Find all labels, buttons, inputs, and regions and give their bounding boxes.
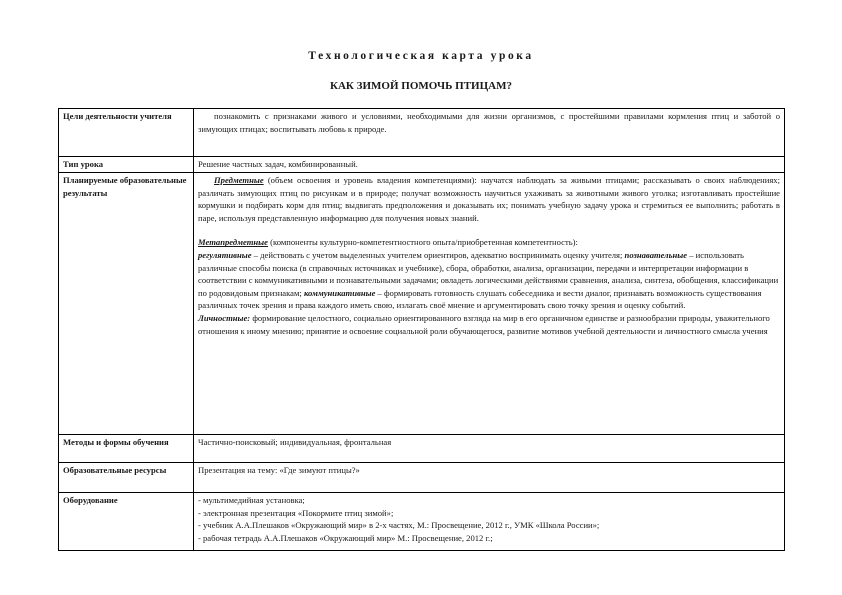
meta-results-text: (компоненты культурно-компетентностного опыта/приобретенная компетентность): <box>267 237 578 248</box>
meta-results-title: Метапредметные <box>198 237 268 248</box>
equipment-list <box>194 493 785 551</box>
table-row <box>59 157 785 173</box>
lesson-type-text: Решение частных задач, комбинированный. <box>194 157 785 173</box>
meta-results <box>198 236 780 312</box>
cognitive-text: – использовать различные способы поиска (в справочных источниках и учебнике), сбора, обработки, анализа, организации, передачи и интерпретации информации в соответствии с коммуникативными и познавательными задачами; овладеть логическими действиями сравнения, анализа, синтеза, обобщения, классификации по родовидовым признакам; <box>198 249 779 298</box>
table-row <box>59 109 785 157</box>
list-item: - учебник А.А.Плешаков «Окружающий мир» в 2-х частях, М.: Просвещение, 2012 г., УМК «Школа России»; <box>198 520 600 531</box>
personal-results-title: Личностные: <box>198 312 251 323</box>
communicative-text: – формировать готовность слушать собеседника и вести диалог, признавать возможность существования различных точек зрения и права каждого иметь свою, излагать своё мнение и аргументировать свою точку зрения и оценку событий. <box>198 287 762 311</box>
methods-label: Методы и формы обучения <box>59 435 194 463</box>
results-cell <box>194 173 785 435</box>
lesson-map-table <box>58 108 785 551</box>
cognitive-title: познавательные <box>624 249 688 260</box>
list-item: - рабочая тетрадь А.А.Плешаков «Окружающий мир» М.: Просвещение, 2012 г.; <box>198 532 493 543</box>
lesson-type-label: Тип урока <box>59 157 194 173</box>
communicative-title: коммуникативные <box>303 287 376 298</box>
spacer <box>198 224 780 236</box>
results-label: Планируемые образовательные результаты <box>59 173 194 435</box>
table-row <box>59 493 785 551</box>
page-title: Технологическая карта урока <box>308 50 534 62</box>
subject-results-title: Предметные <box>214 175 264 185</box>
goals-text: познакомить с признаками живого и условиями, необходимыми для жизни организмов, с простейшими правилами кормления птиц и заботой о зимующих птицах; воспитывать любовь к природе. <box>194 109 785 157</box>
regulative-title: регулятивные <box>198 249 252 260</box>
table-row <box>59 173 785 435</box>
subject-results-text: (объем освоения и уровень владения компетенциями): научатся наблюдать за живыми птицами; рассказывать о своих наблюдениях; различать зимующих птиц по рисункам и в природе; получат возможность научиться ухаживать за животными живого уголка; изготавливать простейшие кормушки и подбирать корм для птиц; выдвигать предположения и доказывать их; понимать учебную задачу урока и стремиться ее выполнить; работать в паре, используя представленную информацию для получения новых знаний. <box>198 175 780 223</box>
resources-label: Образовательные ресурсы <box>59 463 194 493</box>
list-item: - мультимедийная установка; <box>198 495 305 505</box>
personal-results-text: формирование целостного, социально ориентированного взгляда на мир в его органичном единстве и разнообразии природы, уважительного отношения к иному мнению; принятие и освоение социальной роли обучающегося, развитие мотивов учебной деятельности и личностного смысла учения <box>198 312 770 336</box>
methods-text: Частично-поисковый; индивидуальная, фронтальная <box>194 435 785 463</box>
table-row <box>59 435 785 463</box>
table-row <box>59 463 785 493</box>
subject-results <box>198 174 780 224</box>
personal-results <box>198 312 780 337</box>
regulative-text: – действовать с учетом выделенных учителем ориентиров, адекватно воспринимать оценку учителя; <box>251 249 625 260</box>
goals-label: Цели деятельности учителя <box>59 109 194 157</box>
list-item: - электронная презентация «Покормите птиц зимой»; <box>198 507 394 518</box>
resources-text: Презентация на тему: «Где зимуют птицы?» <box>194 463 785 493</box>
lesson-topic: КАК ЗИМОЙ ПОМОЧЬ ПТИЦАМ? <box>330 80 512 92</box>
equipment-label: Оборудование <box>59 493 194 551</box>
